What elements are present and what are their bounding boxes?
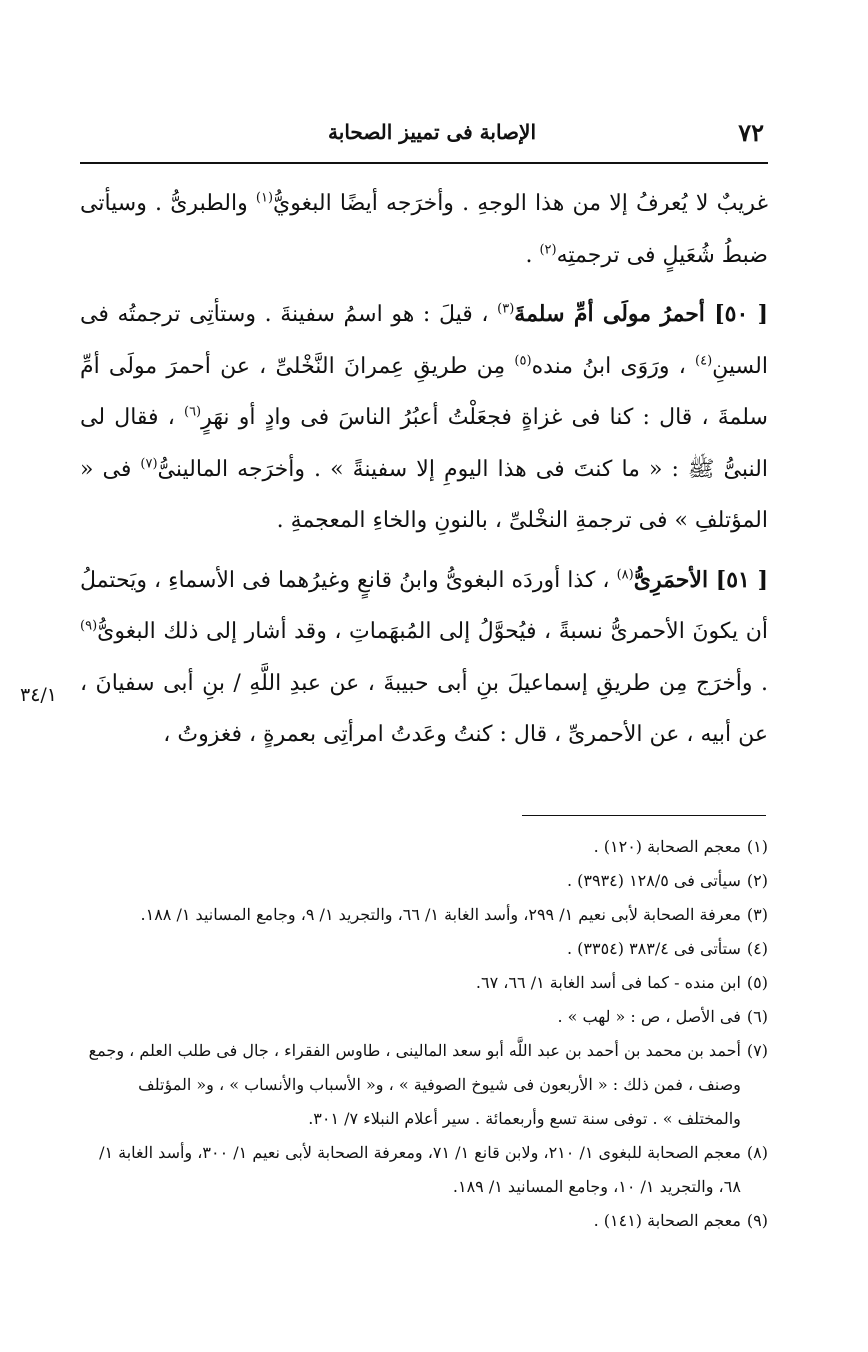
footnote-mark: (٦)	[746, 1007, 768, 1026]
text-run: . وأخرَج مِن طريقِ إسماعيلَ بنِ أبى حبيبةَ ، عن عبدِ اللَّهِ / بنِ أبى سفيانَ ، عن أبيه ، عن الأحمرىِّ ، قال : كنتُ وعَدتُ امرأتِى بعمرةٍ ، فغزوتُ ،	[80, 670, 768, 747]
footnote-ref: (٥)	[514, 353, 532, 369]
footnote-ref: (٩)	[80, 618, 98, 634]
footnote-item	[80, 1136, 768, 1204]
footnote-mark: (٩)	[746, 1211, 768, 1230]
footnote-text: معجم الصحابة للبغوى ١/ ٢١٠، ولابن قانع ١/ ٧١، ومعرفة الصحابة لأبى نعيم ١/ ٣٠٠، وأسد الغابة ١/ ٦٨، والتجريد ١/ ١٠، وجامع المسانيد ١/ ١٨٩.	[99, 1143, 741, 1196]
margin-page-reference: ٣٤/١	[20, 684, 58, 706]
footnote-text: ستأتى فى ٣٨٣/٤ (٣٣٥٤) .	[566, 939, 741, 958]
footnote-item	[80, 864, 768, 898]
footnote-ref: (٢)	[539, 242, 557, 258]
footnote-text: معرفة الصحابة لأبى نعيم ١/ ٢٩٩، وأسد الغابة ١/ ٦٦، والتجريد ١/ ٩، وجامع المسانيد ١/ ١٨٨.	[140, 905, 741, 924]
main-text	[80, 178, 768, 769]
text-run: غريبٌ لا يُعرفُ إلا من هذا الوجهِ . وأخرَجه أيضًا البغويُّ	[273, 191, 768, 216]
footnote-mark: (٥)	[746, 973, 768, 992]
text-run: مِن طريقِ عِمرانَ النَّخْلىِّ ، عن أحمرَ مولَى أمِّ سلمةَ ، قال : كنا فى غزاةٍ فجعَلْتُ أعبُرُ الناسَ فى وادٍ أو نهَرٍ	[80, 353, 768, 430]
text-run: ، ورَوَى ابنُ منده	[531, 353, 696, 379]
entry-heading: [ ٥٠] أحمرُ مولَى أمِّ سلمةَ	[514, 301, 768, 327]
footnote-item	[80, 898, 768, 932]
running-title: الإصابة فى تمييز الصحابة	[328, 120, 536, 144]
page-number: ٧٢	[738, 118, 764, 147]
footnotes	[80, 830, 768, 1238]
paragraph-entry-51	[80, 555, 768, 761]
footnote-item	[80, 932, 768, 966]
footnote-ref: (٦)	[183, 404, 202, 420]
paragraph-entry-50	[80, 289, 768, 547]
footnote-mark: (٣)	[746, 905, 768, 924]
footnote-mark: (٤)	[746, 939, 768, 958]
footnote-item	[80, 1000, 768, 1034]
footnote-ref: (٧)	[140, 456, 158, 472]
footnote-item	[80, 1204, 768, 1238]
footnote-text: أحمد بن محمد بن أحمد بن عبد اللَّه أبو سعد المالينى ، طاوس الفقراء ، جال فى طلب العلم ، وجمع وصنف ، فمن ذلك : « الأربعون فى شيوخ الصوفية » ، و« الأسباب والأنساب » ، و« المؤتلف والمختلف » . توفى سنة تسع وأربعمائة . سير أعلام النبلاء ٧/ ٣٠١.	[88, 1041, 741, 1128]
entry-heading: [ ٥١] الأحمَرِىُّ	[633, 566, 768, 593]
footnote-rule	[522, 815, 766, 816]
footnote-ref: (٣)	[497, 301, 515, 317]
text-run: والطبرىُّ . وسيأتى ضبطُ شُعَيلٍ فى ترجمتِه	[80, 191, 768, 268]
header-rule	[80, 162, 768, 164]
footnote-text: معجم الصحابة (١٤١) .	[593, 1211, 741, 1230]
footnote-text: ابن منده - كما فى أسد الغابة ١/ ٦٦، ٦٧.	[475, 973, 741, 992]
text-run: ، كذا أوردَه البغوىُّ وابنُ قانعٍ وغيرُهما فى الأسماءِ ، ويَحتملُ أن يكونَ الأحمرىُّ نسبةً ، فيُحوَّلُ إلى المُبهَماتِ ، وقد أشار إلى ذلك البغوىُّ	[80, 567, 768, 644]
footnote-mark: (٢)	[746, 871, 768, 890]
footnote-text: معجم الصحابة (١٢٠) .	[593, 837, 741, 856]
page-header	[80, 112, 768, 156]
footnote-ref: (١)	[255, 190, 274, 206]
text-run: ، فقال لى النبىُّ ﷺ : « ما كنتَ فى هذا اليومِ إلا سفينةً » . وأخرَجه المالينىُّ	[80, 405, 768, 482]
text-run: فى « المؤتلفِ » فى ترجمةِ النخْلىِّ ، بالنونِ والخاءِ المعجمةِ .	[80, 456, 768, 533]
footnote-ref: (٤)	[695, 353, 713, 369]
footnote-mark: (١)	[746, 837, 768, 856]
footnote-item	[80, 830, 768, 864]
text-run: ، قيلَ : هو اسمُ سفينةَ . وستأتِى ترجمتُه فى السينِ	[80, 302, 768, 379]
footnote-item	[80, 966, 768, 1000]
footnote-item	[80, 1034, 768, 1136]
paragraph-1	[80, 178, 768, 281]
footnote-text: سيأتى فى ١٢٨/٥ (٣٩٣٤) .	[566, 871, 741, 890]
text-run: .	[525, 242, 540, 268]
footnote-mark: (٨)	[746, 1143, 768, 1162]
footnote-text: فى الأصل ، ص : « لهب » .	[557, 1007, 741, 1026]
footnote-ref: (٨)	[616, 567, 634, 583]
footnote-mark: (٧)	[746, 1041, 768, 1060]
